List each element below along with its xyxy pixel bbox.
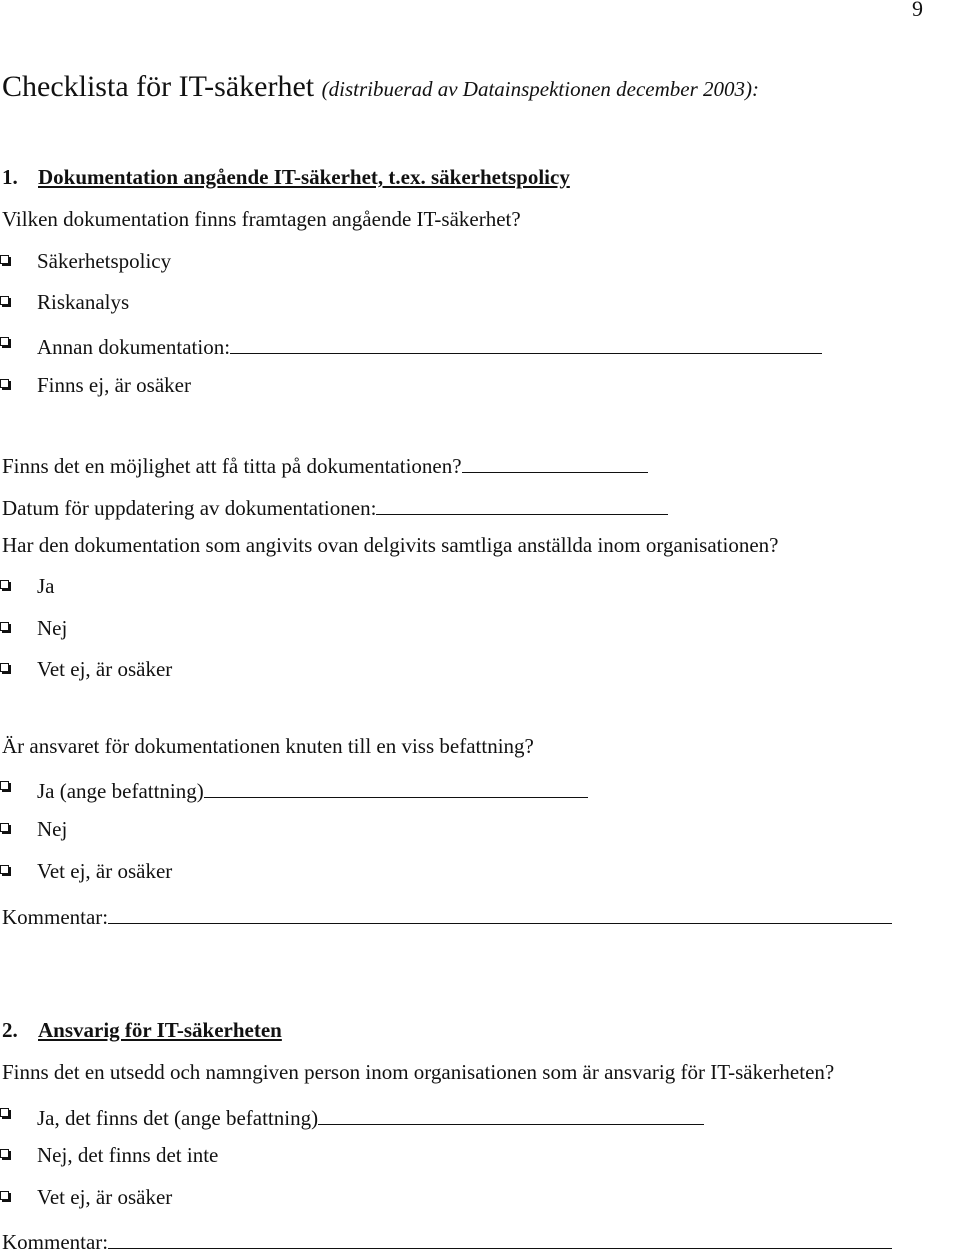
checkbox-icon[interactable] [0, 337, 9, 346]
checkbox-icon[interactable] [0, 781, 9, 790]
checkbox-icon[interactable] [0, 865, 9, 874]
comment-line[interactable] [108, 1228, 892, 1249]
option-label [37, 1104, 704, 1129]
question-text: Finns det en möjlighet att få titta på dokumentationen? [2, 454, 462, 478]
question-text: Datum för uppdatering av dokumentationen: [2, 496, 377, 520]
section-1-heading [2, 167, 570, 188]
option-label: Ja [37, 574, 55, 598]
option-label: Vet ej, är osäker [37, 657, 173, 681]
page-number: 9 [912, 0, 923, 21]
option-label [37, 333, 822, 358]
title-subtitle: (distribuerad av Datainspektionen december 2003): [321, 77, 760, 101]
question-responsibility-position: Är ansvaret för dokumentationen knuten till en viss befattning? [2, 734, 534, 758]
title-main: Checklista för IT-säkerhet [2, 70, 315, 103]
checkbox-icon[interactable] [0, 1149, 9, 1158]
option-label: Finns ej, är osäker [37, 373, 191, 397]
option-text: Ja, det finns det (ange befattning) [37, 1106, 319, 1130]
option-label: Säkerhetspolicy [37, 249, 172, 273]
comment-field [2, 903, 892, 928]
option-label: Nej, det finns det inte [37, 1143, 219, 1167]
option-text: Ja (ange befattning) [37, 779, 204, 803]
fill-in-line[interactable] [376, 494, 668, 515]
comment-line[interactable] [108, 903, 892, 924]
section-1-title: Dokumentation angående IT-säkerhet, t.ex. säkerhetspolicy [38, 165, 570, 189]
checkbox-icon[interactable] [0, 379, 9, 388]
comment-label: Kommentar: [2, 1230, 109, 1254]
checkbox-icon[interactable] [0, 1191, 9, 1200]
section-2-number: 2. [2, 1018, 18, 1042]
question-documentation-exists: Vilken dokumentation finns framtagen angående IT-säkerhet? [2, 207, 521, 231]
fill-in-line[interactable] [230, 333, 822, 354]
section-1-number: 1. [2, 165, 18, 189]
question-shared-with-staff: Har den dokumentation som angivits ovan delgivits samtliga anställda inom organisationen? [2, 533, 779, 557]
checkbox-icon[interactable] [0, 255, 9, 264]
checkbox-icon[interactable] [0, 296, 9, 305]
checkbox-icon[interactable] [0, 1108, 9, 1117]
option-label: Nej [37, 817, 68, 841]
fill-in-line[interactable] [462, 452, 648, 473]
document-title [2, 70, 759, 104]
option-label: Vet ej, är osäker [37, 1185, 173, 1209]
section-2-title: Ansvarig för IT-säkerheten [38, 1018, 282, 1042]
comment-label: Kommentar: [2, 905, 109, 929]
section-2-heading [2, 1020, 282, 1041]
question-update-date [2, 494, 668, 519]
fill-in-line[interactable] [204, 777, 588, 798]
comment-field [2, 1228, 892, 1253]
question-responsible-person: Finns det en utsedd och namngiven person inom organisationen som är ansvarig för IT-säkerheten? [2, 1060, 835, 1084]
checkbox-icon[interactable] [0, 622, 9, 631]
fill-in-line[interactable] [318, 1104, 704, 1125]
checkbox-icon[interactable] [0, 823, 9, 832]
checkbox-icon[interactable] [0, 580, 9, 589]
option-label: Vet ej, är osäker [37, 859, 173, 883]
option-label: Riskanalys [37, 290, 130, 314]
checkbox-icon[interactable] [0, 663, 9, 672]
question-view-documentation [2, 452, 648, 477]
option-label: Nej [37, 616, 68, 640]
option-text: Annan dokumentation: [37, 335, 231, 359]
option-label [37, 777, 588, 802]
